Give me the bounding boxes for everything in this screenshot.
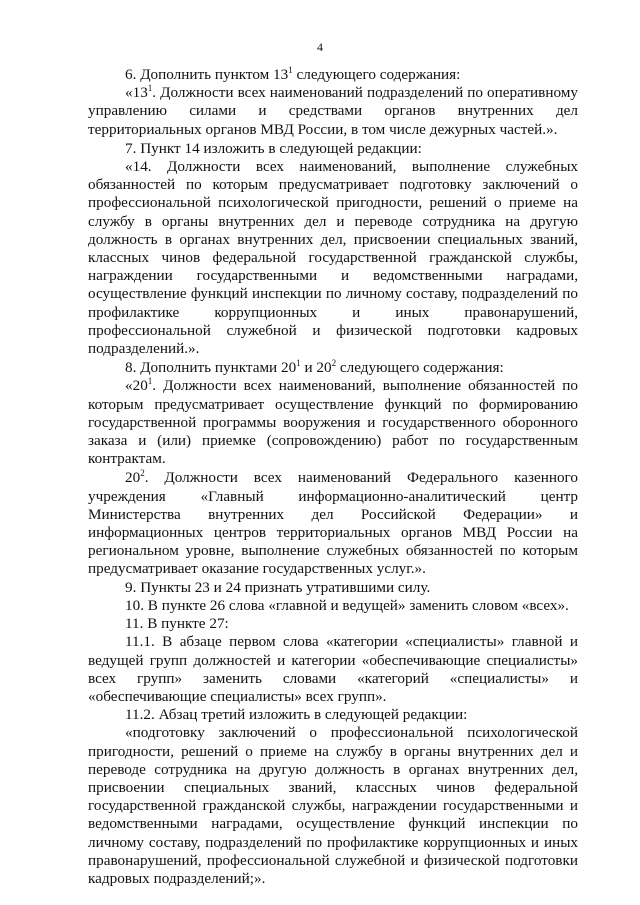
paragraph-11-2-text: «подготовку заключений о профессиональной психологической пригодности, решений о приеме на службу в органы внутренних дел и переводе сотрудника на другую должность в органах внутренних дел, присвоении специальных званий, классных чинов федеральной государственной гражданской службы, награждении государственными и ведомственными наградами, осуществление функций инспекции по личному составу, подразделений по профилактике коррупционных и иных правонарушений, профессиональной служебной и физической подготовки кадровых подразделений;». xyxy=(88,724,578,887)
paragraph-8: 8. Дополнить пунктами $20^1$ и $20^2$ следующего содержания: xyxy=(125,358,504,377)
document-body xyxy=(88,66,578,888)
paragraph-10: 10. В пункте 26 слова «главной и ведущей» заменить словом «всех». xyxy=(125,596,569,614)
paragraph-20-2: $20^2$. Должности всех наименований Федерального казенного учреждения «Главный информационно-аналитический центр Министерства внутренних дел Российской Федерации» и информационных центров территориальных органов МВД России на региональном уровне, выполнение служебных обязанностей по которым предусматривает оказание государственных услуг.». xyxy=(88,468,578,578)
paragraph-20-1: «$20^1$. Должности всех наименований, выполнение обязанностей по которым предусматривает осуществление функций по формированию государственной программы вооружения и государственного оборонного заказа и (или) приемке (сопровождению) работ по государственным контрактам. xyxy=(88,376,578,468)
paragraph-11-2: 11.2. Абзац третий изложить в следующей редакции: xyxy=(125,706,468,724)
paragraph-7: 7. Пункт 14 изложить в следующей редакции: xyxy=(125,139,422,157)
paragraph-6: 6. Дополнить пунктом $13^1$ следующего содержания: xyxy=(125,65,461,83)
paragraph-14: «14. Должности всех наименований, выполнение служебных обязанностей по которым предусматривает подготовку заключений о профессиональной психологической пригодности, решений о приеме на службу в органы внутренних дел и переводе сотрудника на другую должность в органах внутренних дел, присвоении специальных званий, классных чинов федеральной государственной гражданской службы, награждении государственными и ведомственными наградами, осуществление функций инспекции по личному составу, подразделений по профилактике коррупционных и иных правонарушений, профессиональной служебной и физической подготовки кадровых подразделений.». xyxy=(88,158,578,358)
paragraph-9: 9. Пункты 23 и 24 признать утратившими силу. xyxy=(125,578,431,596)
paragraph-11-1: 11.1. В абзаце первом слова «категории «специалисты» главной и ведущей групп должностей и категории «обеспечивающие специалисты» всех групп» заменить словами «категорий «специалисты» и «обеспечивающие специалисты» всех групп». xyxy=(88,633,578,705)
paragraph-11: 11. В пункте 27: xyxy=(125,615,229,633)
page-number: 4 xyxy=(317,40,323,54)
paragraph-13-1: «$13^1$. Должности всех наименований подразделений по оперативному управлению силами и средствами органов внутренних дел территориальных органов МВД России, в том числе дежурных частей.». xyxy=(88,83,578,138)
